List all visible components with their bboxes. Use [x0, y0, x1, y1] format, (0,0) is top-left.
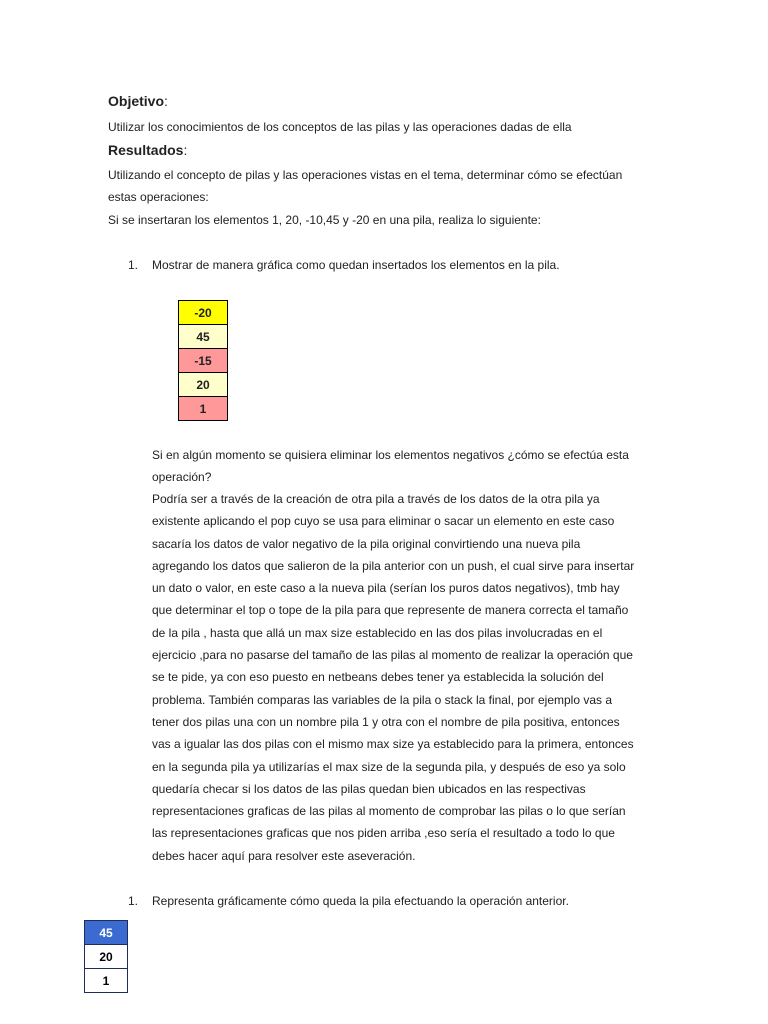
answer-line: quedaría checar si los datos de las pilas quedan bien ubicados en las respectivas: [152, 781, 586, 796]
stack-diagram-original: [178, 300, 228, 421]
objective-text: Utilizar los conocimientos de los conceptos de las pilas y las operaciones dadas de ella: [108, 120, 572, 134]
answer-line: problema. También comparas las variables de la pila o stack la final, por ejemplo vas a: [152, 692, 613, 707]
answer-line: se te pide, ya con eso puesto en netbeans debes tener ya establecida la solución del: [152, 670, 604, 685]
objective-heading: [108, 93, 168, 109]
stack-cell: 20: [85, 945, 128, 969]
results-line-1: Utilizando el concepto de pilas y las operaciones vistas en el tema, determinar cómo se efectúan: [108, 168, 623, 182]
answer-line: de la pila , hasta que allá un max size establecido en las dos pilas involucradas en el: [152, 625, 603, 640]
objective-colon: :: [164, 93, 168, 109]
list-number: 1.: [128, 894, 139, 908]
answer-line: vas a igualar las dos pilas con el mismo max size ya establecido para la primera, entonces: [152, 737, 634, 752]
answer-line: Podría ser a través de la creación de otra pila a través de los datos de la otra pila ya: [152, 492, 600, 506]
answer-line: en la segunda pila ya utilizarías el max size de la segunda pila, y después de eso ya solo: [152, 759, 626, 774]
list-item-text: Mostrar de manera gráfica como quedan insertados los elementos en la pila.: [152, 258, 560, 272]
stack-cell: 20: [179, 373, 228, 397]
answer-line: debes hacer aquí para resolver este aseveración.: [152, 848, 416, 863]
results-line-3: Si se insertaran los elementos 1, 20, -10,45 y -20 en una pila, realiza lo siguiente:: [108, 212, 541, 227]
results-heading: [108, 142, 187, 158]
results-colon: :: [183, 142, 188, 158]
answer-line: tener dos pilas una con un nombre pila 1 y otra con el nombre de pila positiva, entonces: [152, 714, 620, 729]
answer-line: las representaciones graficas que nos piden arriba ,eso sería el resultado a todo lo que: [152, 826, 615, 841]
stack-cell: 45: [85, 921, 128, 945]
objective-title: Objetivo: [108, 93, 165, 109]
answer-line: agregando los datos que salieron de la pila anterior con un push, el cual sirve para insertar: [152, 558, 635, 573]
list-number: 1.: [128, 258, 139, 272]
answer-line: existente aplicando el pop cuyo se usa para eliminar o sacar un elemento en este caso: [152, 514, 615, 529]
results-title: Resultados: [108, 142, 184, 158]
answer-line: un dato o valor, en este caso a la nueva pila (serían los puros datos negativos), tmb hay: [152, 581, 620, 596]
list-item-1: [128, 258, 712, 272]
list-item-2: [128, 894, 712, 908]
question-line: operación?: [152, 470, 212, 485]
stack-cell: -15: [179, 349, 228, 373]
list-item-text: Representa gráficamente cómo queda la pila efectuando la operación anterior.: [152, 894, 569, 908]
stack-diagram-result: [84, 920, 128, 993]
question-line: Si en algún momento se quisiera eliminar los elementos negativos ¿cómo se efectúa esta: [152, 448, 629, 462]
answer-line: ejercicio ,para no pasarse del tamaño de las pilas al momento de realizar la operación que: [152, 648, 633, 663]
stack-cell: 45: [179, 325, 228, 349]
stack-cell: 1: [85, 969, 128, 993]
answer-line: que determinar el top o tope de la pila para que represente de manera correcta el tamaño: [152, 603, 629, 618]
answer-paragraph: [152, 488, 672, 867]
stack-cell: 1: [179, 397, 228, 421]
question-paragraph: [152, 444, 672, 489]
results-text: [108, 164, 728, 231]
results-line-2: estas operaciones:: [108, 190, 209, 205]
answer-line: sacaría los datos de valor negativo de la pila original convirtiendo una nueva pila: [152, 536, 581, 551]
stack-cell: -20: [179, 301, 228, 325]
answer-line: representaciones graficas de las pilas al momento de comprobar las pilas o lo que serían: [152, 804, 626, 819]
